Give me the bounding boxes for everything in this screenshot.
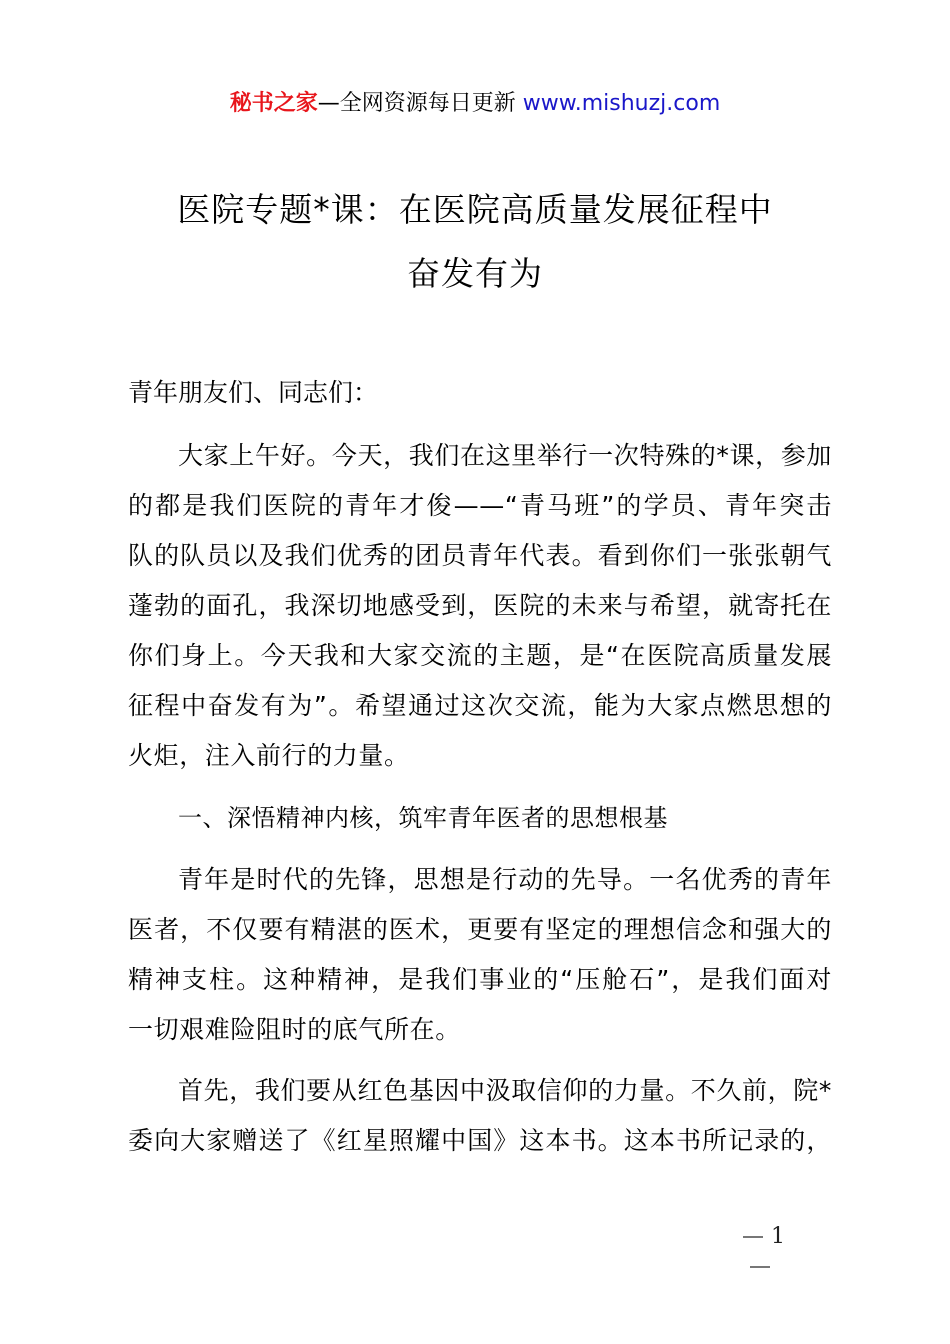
banner-brand: 秘书之家 [229,91,318,116]
banner-url-link[interactable]: www.mishuzj.com [522,91,721,116]
page-dash-right [750,1266,770,1268]
page-dash-left [743,1236,763,1238]
site-banner [0,86,950,122]
paragraph-2 [128,855,832,1055]
page-number-value: 1 [771,1224,785,1249]
paragraph-line: 一切艰难险阻时的底气所在。 [128,1015,461,1044]
document-title-line-1: 医院专题*课：在医院高质量发展征程中 [177,190,773,229]
paragraph-line: 火炬，注入前行的力量。 [128,741,410,770]
paragraph-line: 委向大家赠送了《红星照耀中国》这本书。这本书所记录的， [128,1126,832,1155]
paragraph-line: 医者，不仅要有精湛的医术，更要有坚定的理想信念和强大的 [128,915,832,944]
paragraph-line: 首先，我们要从红色基因中汲取信仰的力量。不久前，院* [178,1076,832,1105]
paragraph-line: 的都是我们医院的青年才俊——“青马班”的学员、青年突击 [128,491,832,520]
paragraph-1 [128,431,832,781]
paragraph-line: 大家上午好。今天，我们在这里举行一次特殊的*课，参加 [178,441,832,470]
salutation: 青年朋友们、同志们： [128,378,379,407]
paragraph-line: 精神支柱。这种精神，是我们事业的“压舱石”，是我们面对 [128,965,832,994]
paragraph-line: 蓬勃的面孔，我深切地感受到，医院的未来与希望，就寄托在 [128,591,832,620]
paragraph-line: 你们身上。今天我和大家交流的主题，是“在医院高质量发展 [128,641,832,670]
page-number [720,1222,800,1282]
paragraph-3 [128,1066,832,1166]
banner-slogan: —全网资源每日更新 [317,91,516,116]
paragraph-line: 青年是时代的先锋，思想是行动的先导。一名优秀的青年 [178,865,832,894]
paragraph-line: 队的队员以及我们优秀的团员青年代表。看到你们一张张朝气 [128,541,832,570]
document-title-line-2: 奋发有为 [407,254,543,293]
section-heading-1: 一、深悟精神内核，筑牢青年医者的思想根基 [178,804,668,832]
paragraph-line: 征程中奋发有为”。希望通过这次交流，能为大家点燃思想的 [128,691,832,720]
